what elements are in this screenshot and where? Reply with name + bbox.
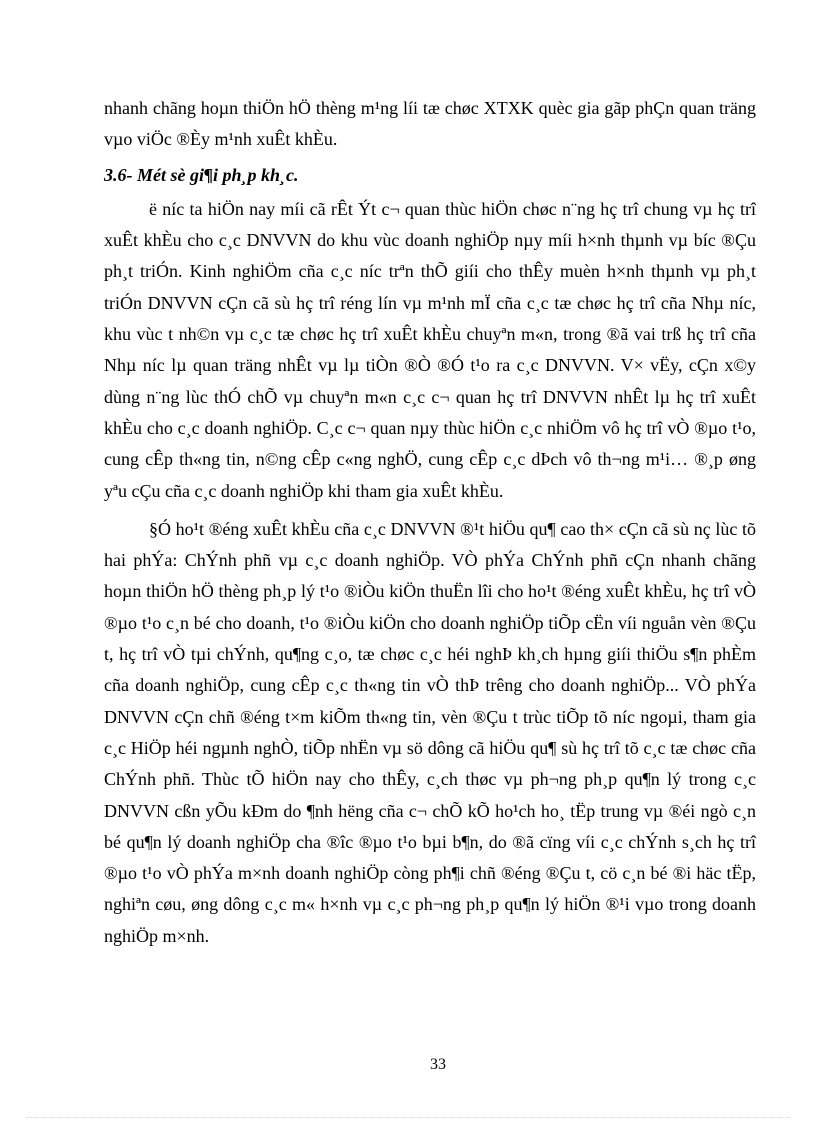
page-number: 33 [430,1056,446,1073]
paragraph-gap [104,507,756,514]
paragraph-support-agencies: ë níc ta hiÖn nay míi cã rÊt Ýt c¬ quan thùc hiÖn chøc n¨ng hç trî chung vµ hç trî xuÊt khÈu cho c¸c DNVVN do khu vùc doanh nghiÖp nµy míi h×nh thµnh vµ bíc ®Çu ph¸t triÓn. Kinh nghiÖm cña c¸c níc trªn thÕ giíi cho thÊy muèn h×nh thµnh vµ ph¸t triÓn DNVVN cÇn cã sù hç trî réng lín vµ m¹nh mÏ cña c¸c tæ chøc hç trî cña Nhµ níc, khu vùc t nh©n vµ c¸c tæ chøc hç trî xuÊt khÈu chuyªn m«n, trong ®ã vai trß hç trî cña Nhµ níc lµ quan träng nhÊt vµ lµ tiÒn ®Ò ®Ó t¹o ra c¸c DNVVN. V× vËy, cÇn x©y dùng n¨ng lùc thÓ chÕ vµ chuyªn m«n c¸c c¬ quan hç trî DNVVN nhÊt lµ hç trî xuÊt khÈu cho c¸c doanh nghiÖp. C¸c c¬ quan nµy thùc hiÖn c¸c nhiÖm vô hç trî vÒ ®µo t¹o, cung cÊp th«ng tin, n©ng cÊp c«ng nghÖ, cung cÊp c¸c dÞch vô th¬ng m¹i… ®¸p øng yªu cÇu cña c¸c doanh nghiÖp khi tham gia xuÊt khÈu. [104,198,756,501]
paragraph-continuation: nhanh chãng hoµn thiÖn hÖ thèng m¹ng líi tæ chøc XTXK quèc gia gãp phÇn quan träng vµo viÖc ®Èy m¹nh xuÊt khÈu. [104,98,756,150]
section-heading: 3.6- Mét sè gi¶i ph¸p kh¸c. [104,164,299,185]
page-bottom-divider [26,1117,790,1118]
page-content [104,93,756,952]
paragraph-government-and-enterprises: §Ó ho¹t ®éng xuÊt khÈu cña c¸c DNVVN ®¹t hiÖu qu¶ cao th× cÇn cã sù nç lùc tõ hai phÝa: ChÝnh phñ vµ c¸c doanh nghiÖp. VÒ phÝa ChÝnh phñ cÇn nhanh chãng hoµn thiÖn hÖ thèng ph¸p lý t¹o ®iÒu kiÖn thuËn lîi cho ho¹t ®éng xuÊt khÈu, hç trî vÒ ®µo t¹o c¸n bé cho doanh, t¹o ®iÒu kiÖn cho doanh nghiÖp tiÕp cËn víi nguån vèn ®Çu t, hç trî vÒ tµi chÝnh, qu¶ng c¸o, tæ chøc c¸c héi nghÞ kh¸ch hµng giíi thiÖu s¶n phÈm cña doanh nghiÖp, cung cÊp c¸c th«ng tin vÒ thÞ trêng cho doanh nghiÖp... VÒ phÝa DNVVN cÇn chñ ®éng t×m kiÕm th«ng tin, vèn ®Çu t trùc tiÕp tõ níc ngoµi, tham gia c¸c HiÖp héi ngµnh nghÒ, tiÕp nhËn vµ sö dông cã hiÖu qu¶ sù hç trî tõ c¸c tæ chøc cña ChÝnh phñ. Thùc tÕ hiÖn nay cho thÊy, c¸ch thøc vµ ph¬ng ph¸p qu¶n lý trong c¸c DNVVN cßn yÕu kÐm do ¶nh hëng cña c¬ chÕ kÕ ho¹ch ho¸ tËp trung vµ ®éi ngò c¸n bé qu¶n lý doanh nghiÖp cha ®îc ®µo t¹o bµi b¶n, do ®ã cïng víi c¸c chÝnh s¸ch hç trî ®µo t¹o vÒ phÝa m×nh doanh nghiÖp còng ph¶i chñ ®éng ®Çu t, cö c¸n bé ®i häc tËp, nghiªn cøu, øng dông c¸c m« h×nh vµ c¸c ph¬ng ph¸p qu¶n lý hiÖn ®¹i vµo trong doanh nghiÖp m×nh. [104,518,756,946]
